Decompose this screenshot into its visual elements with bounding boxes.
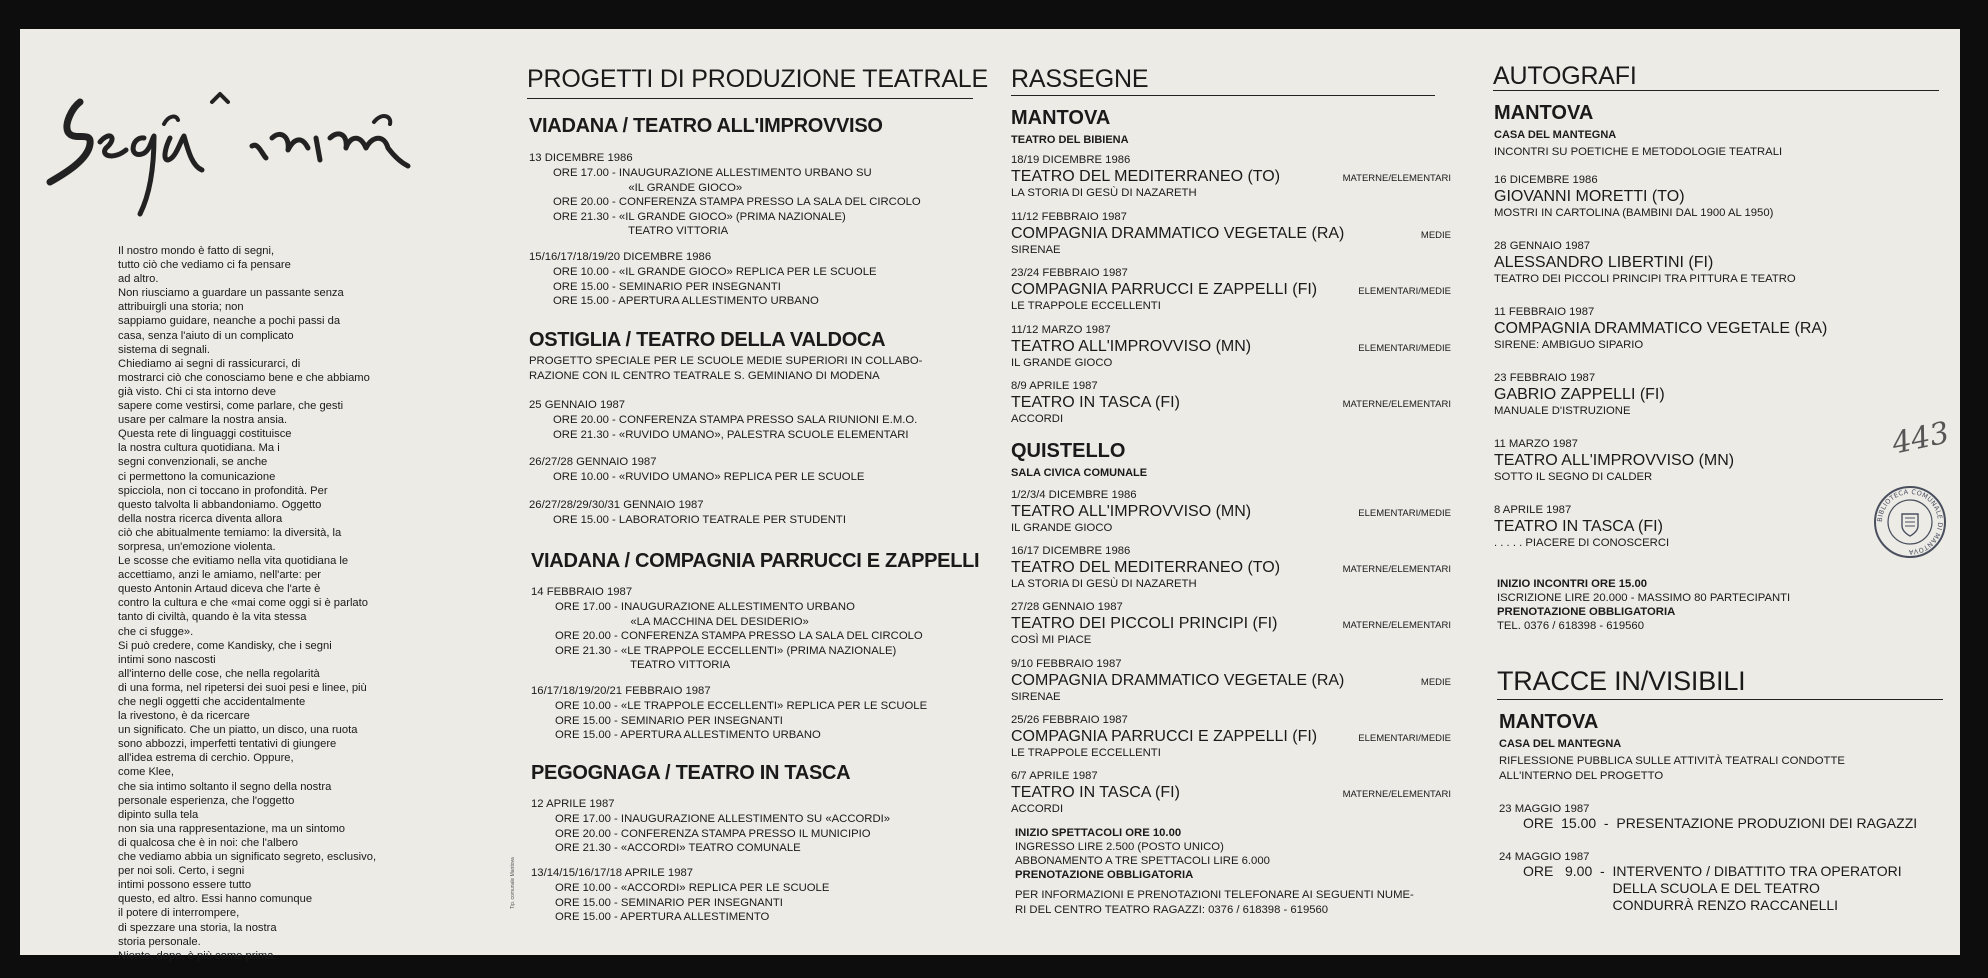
venue-name: TEATRO DEL BIBIENA <box>1011 134 1129 146</box>
meeting-date: 28 GENNAIO 1987 <box>1494 240 1591 252</box>
city-heading: MANTOVA <box>1499 711 1599 733</box>
poem-line: che sia intimo soltanto il segno della nostra <box>118 780 332 793</box>
poem-line: che negli oggetti che accidentalmente <box>118 696 306 708</box>
info-subscription: ABBONAMENTO A TRE SPETTACOLI LIRE 6.000 <box>1015 855 1270 867</box>
info-start-time: INIZIO INCONTRI ORE 15.00 <box>1497 578 1648 590</box>
show-company: COMPAGNIA DRAMMATICO VEGETALE (RA) <box>1011 224 1345 242</box>
meeting-topic: SIRENE: AMBIGUO SIPARIO <box>1494 339 1644 351</box>
show-date: 27/28 GENNAIO 1987 <box>1011 601 1123 614</box>
show-title: SIRENAE <box>1011 690 1061 703</box>
poem-line: Niente, dopo, è più come prima. <box>118 949 277 962</box>
event-schedule: ORE 10.00 - «LE TRAPPOLE ECCELLENTI» REPLICA PER LE SCUOLE ORE 15.00 - SEMINARIO PER INSEGNANTI ORE 15.00 - APERTURA ALLESTIMENTO URBANO <box>555 700 928 741</box>
venue-heading: VIADANA / COMPAGNIA PARRUCCI E ZAPPELLI <box>531 550 980 572</box>
poster-sheet <box>20 29 1960 962</box>
library-stamp <box>1872 484 1948 560</box>
meeting-date: 11 MARZO 1987 <box>1494 438 1578 450</box>
event-schedule: ORE 10.00 - «RUVIDO UMANO» REPLICA PER LE SCUOLE <box>553 471 865 483</box>
divider <box>1497 699 1943 700</box>
venue-heading: PEGOGNAGA / TEATRO IN TASCA <box>531 762 851 784</box>
show-title: COSÌ MI PIACE <box>1011 634 1092 647</box>
poem-line: che ci sfugge». <box>118 625 194 638</box>
meeting-topic: SOTTO IL SEGNO DI CALDER <box>1494 471 1653 483</box>
audience-badge: MATERNE/ELEMENTARI <box>1342 399 1451 410</box>
show-date: 11/12 FEBBRAIO 1987 <box>1011 210 1127 223</box>
project-intro: PROGETTO SPECIALE PER LE SCUOLE MEDIE SUPERIORI IN COLLABO- RAZIONE CON IL CENTRO TEATRALE S. GEMINIANO DI MODENA <box>529 355 923 382</box>
event-date: 26/27/28 GENNAIO 1987 <box>529 456 657 468</box>
audience-badge: MATERNE/ELEMENTARI <box>1342 173 1451 184</box>
show-company: COMPAGNIA DRAMMATICO VEGETALE (RA) <box>1011 671 1345 689</box>
show-date: 11/12 MARZO 1987 <box>1011 323 1111 336</box>
heading-rassegne: RASSEGNE <box>1011 65 1149 93</box>
audience-badge: ELEMENTARI/MEDIE <box>1358 286 1451 297</box>
poem-line: personale esperienza, che l'oggetto <box>118 794 295 807</box>
audience-badge: MATERNE/ELEMENTARI <box>1342 789 1451 800</box>
city-heading: MANTOVA <box>1011 107 1111 129</box>
poem-line: già visto. Chi ci sta intorno deve <box>118 385 276 398</box>
poem-line: di qualcosa che è in noi: che l'albero <box>118 836 299 849</box>
heading-autografi: AUTOGRAFI <box>1493 62 1637 90</box>
show-date: 9/10 FEBBRAIO 1987 <box>1011 657 1122 670</box>
show-title: LE TRAPPOLE ECCELLENTI <box>1011 746 1161 759</box>
show-date: 8/9 APRILE 1987 <box>1011 380 1098 392</box>
meeting-date: 23 FEBBRAIO 1987 <box>1494 372 1596 384</box>
audience-badge: MATERNE/ELEMENTARI <box>1342 564 1451 576</box>
event-date: 25 GENNAIO 1987 <box>529 399 626 411</box>
poem-line: contro la cultura e che «mai come oggi si è parlato <box>118 597 368 610</box>
show-company: TEATRO DEI PICCOLI PRINCIPI (FI) <box>1011 615 1278 633</box>
event-schedule: ORE 17.00 - INAUGURAZIONE ALLESTIMENTO SU «ACCORDI» ORE 20.00 - CONFERENZA STAMPA PRESSO IL MUNICIPIO ORE 21.30 - «ACCORDI» TEATRO COMUNALE <box>555 813 891 854</box>
poem-line: sorpresa, un'emozione violenta. <box>118 540 276 553</box>
info-booking: PRENOTAZIONE OBBLIGATORIA <box>1015 869 1194 881</box>
poem-line: tanto di civiltà, quando è la vita stessa <box>118 611 307 624</box>
poem-line: sapere come vestirsi, come parlare, che gesti <box>118 400 344 413</box>
show-company: TEATRO DEL MEDITERRANEO (TO) <box>1011 168 1281 185</box>
show-company: COMPAGNIA PARRUCCI E ZAPPELLI (FI) <box>1011 727 1318 745</box>
meeting-speaker: TEATRO IN TASCA (FI) <box>1494 518 1663 535</box>
poem-line: ci permettono la comunicazione <box>118 470 276 483</box>
poem-line: usare per calmare la nostra ansia. <box>118 414 288 427</box>
divider <box>527 98 973 99</box>
meeting-topic: TEATRO DEI PICCOLI PRINCIPI TRA PITTURA E TEATRO <box>1494 273 1796 285</box>
poem-line: intimi sono nascosti <box>118 653 216 666</box>
poem-line: sappiamo guidare, neanche a pochi passi da <box>118 315 341 328</box>
poem-line: il potere di interrompere, <box>118 907 240 920</box>
poem-line: intimi possono essere tutto <box>118 879 252 892</box>
event-schedule: ORE 10.00 - «IL GRANDE GIOCO» REPLICA PER LE SCUOLE ORE 15.00 - SEMINARIO PER INSEGNANTI ORE 15.00 - APERTURA ALLESTIMENTO URBANO <box>553 266 877 307</box>
event-date: 15/16/17/18/19/20 DICEMBRE 1986 <box>529 251 712 263</box>
poem-line: come Klee, <box>118 766 174 779</box>
event-date: 24 MAGGIO 1987 <box>1499 851 1590 863</box>
poem-line: mostrarci ciò che conosciamo bene e che abbiamo <box>118 371 370 384</box>
pencil-annotation: 443 <box>1888 415 1953 462</box>
poem-line: la nostra cultura quotidiana. Ma i <box>118 442 280 455</box>
info-booking: PRENOTAZIONE OBBLIGATORIA <box>1497 606 1676 618</box>
show-date: 1/2/3/4 DICEMBRE 1986 <box>1011 489 1137 501</box>
show-title: LA STORIA DI GESÙ DI NAZARETH <box>1011 578 1197 591</box>
info-registration: ISCRIZIONE LIRE 20.000 - MASSIMO 80 PARTECIPANTI <box>1497 592 1791 604</box>
event-date: 26/27/28/29/30/31 GENNAIO 1987 <box>529 499 704 511</box>
show-title: IL GRANDE GIOCO <box>1011 522 1113 534</box>
poem-line: sistema di segnali. <box>118 343 211 356</box>
meeting-speaker: GIOVANNI MORETTI (TO) <box>1494 188 1685 205</box>
event-date: 23 MAGGIO 1987 <box>1499 803 1590 815</box>
event-schedule: ORE 20.00 - CONFERENZA STAMPA PRESSO SALA RIUNIONI E.M.O. ORE 21.30 - «RUVIDO UMANO», PALESTRA SCUOLE ELEMENTARI <box>553 414 918 441</box>
event-schedule: ORE 17.00 - INAUGURAZIONE ALLESTIMENTO URBANO SU «IL GRANDE GIOCO» ORE 20.00 - CONFERENZA STAMPA PRESSO LA SALA DEL CIRCOLO ORE 21.30 - «IL GRANDE GIOCO» (PRIMA NAZIONALE) TEATRO VITTORIA <box>553 167 921 237</box>
poem-line: non sia una rappresentazione, ma un sintomo <box>118 822 346 835</box>
event-schedule: ORE 10.00 - «ACCORDI» REPLICA PER LE SCUOLE ORE 15.00 - SEMINARIO PER INSEGNANTI ORE 15.00 - APERTURA ALLESTIMENTO <box>555 882 830 923</box>
poem-line: questo Antonin Artaud diceva che l'arte è <box>118 583 321 596</box>
event-date: 12 APRILE 1987 <box>531 798 615 810</box>
event-schedule: ORE 15.00 - PRESENTAZIONE PRODUZIONI DEI RAGAZZI <box>1523 815 1918 831</box>
meeting-speaker: ALESSANDRO LIBERTINI (FI) <box>1494 254 1714 271</box>
poem-line: ad altro. <box>118 273 159 286</box>
info-ticket: INGRESSO LIRE 2.500 (POSTO UNICO) <box>1015 841 1224 853</box>
divider <box>1493 90 1939 91</box>
poem-line: della nostra ricerca diventa allora <box>118 512 283 525</box>
meeting-topic: MOSTRI IN CARTOLINA (BAMBINI DAL 1900 AL 1950) <box>1494 207 1774 219</box>
poem-line: storia personale. <box>118 935 201 948</box>
poem-line: all'idea estrema di cerchio. Oppure, <box>118 752 294 765</box>
poem-line: Questa rete di linguaggi costituisce <box>118 428 292 441</box>
event-schedule: ORE 17.00 - INAUGURAZIONE ALLESTIMENTO URBANO «LA MACCHINA DEL DESIDERIO» ORE 20.00 - CONFERENZA STAMPA PRESSO LA SALA DEL CIRCOLO ORE 21.30 - «LE TRAPPOLE ECCELLENTI» (PRIMA NAZIONALE) TEATRO VITTORIA <box>555 601 923 671</box>
audience-badge: MATERNE/ELEMENTARI <box>1342 620 1451 632</box>
poem-line: ciò che abitualmente temiamo: la diversità, la <box>118 526 342 539</box>
autografi-intro: INCONTRI SU POETICHE E METODOLOGIE TEATRALI <box>1494 146 1783 158</box>
show-title: IL GRANDE GIOCO <box>1011 356 1113 369</box>
info-start-time: INIZIO SPETTACOLI ORE 10.00 <box>1015 827 1182 839</box>
show-title: LA STORIA DI GESÙ DI NAZARETH <box>1011 187 1197 199</box>
poem-line: Il nostro mondo è fatto di segni, <box>118 245 275 257</box>
meeting-speaker: COMPAGNIA DRAMMATICO VEGETALE (RA) <box>1494 320 1828 337</box>
meeting-date: 8 APRILE 1987 <box>1494 504 1572 516</box>
poem-line: dipinto sulla tela <box>118 808 199 821</box>
show-company: TEATRO ALL'IMPROVVISO (MN) <box>1011 337 1252 355</box>
show-title: SIRENAE <box>1011 243 1061 256</box>
show-company: TEATRO IN TASCA (FI) <box>1011 784 1180 801</box>
show-company: TEATRO DEL MEDITERRANEO (TO) <box>1011 559 1281 577</box>
poem-line: che vediamo abbia un significato segreto, esclusivo, <box>118 851 377 864</box>
svg-text:BIBLIOTECA COMUNALE DI MANTOVA: BIBLIOTECA COMUNALE DI MANTOVA <box>1875 487 1945 557</box>
poem-line: un significato. Che un piatto, un disco, una ruota <box>118 724 358 737</box>
show-date: 23/24 FEBBRAIO 1987 <box>1011 267 1128 279</box>
poem-line: di spezzare una storia, la nostra <box>118 921 277 934</box>
event-date: 16/17/18/19/20/21 FEBBRAIO 1987 <box>531 685 711 697</box>
meeting-topic: MANUALE D'ISTRUZIONE <box>1494 405 1631 417</box>
venue-name: CASA DEL MANTEGNA <box>1499 738 1622 750</box>
poem-line: la rivestono, è da ricercare <box>118 710 250 723</box>
poem-line: Non riusciamo a guardare un passante senza <box>118 287 344 300</box>
show-company: TEATRO IN TASCA (FI) <box>1011 394 1180 411</box>
venue-name: CASA DEL MANTEGNA <box>1494 129 1617 141</box>
meeting-topic: . . . . . PIACERE DI CONOSCERCI <box>1494 537 1670 549</box>
audience-badge: ELEMENTARI/MEDIE <box>1358 508 1451 519</box>
show-company: COMPAGNIA PARRUCCI E ZAPPELLI (FI) <box>1011 281 1318 298</box>
poem-line: all'interno delle cose, che nella regolarità <box>118 667 320 680</box>
divider <box>1011 95 1435 96</box>
event-date: 13/14/15/16/17/18 APRILE 1987 <box>531 867 694 879</box>
meeting-speaker: GABRIO ZAPPELLI (FI) <box>1494 386 1665 403</box>
audience-badge: MEDIE <box>1420 676 1451 688</box>
poem-line: sono abbozzi, imperfetti tentativi di giungere <box>118 738 337 751</box>
poem-line: Si può credere, come Kandisky, che i segni <box>118 639 332 652</box>
venue-heading: OSTIGLIA / TEATRO DELLA VALDOCA <box>529 329 886 351</box>
audience-badge: MEDIE <box>1420 229 1451 241</box>
poem-line: accettiamo, anzi le amiamo, nell'arte: per <box>118 569 321 582</box>
show-title: ACCORDI <box>1011 803 1064 815</box>
meeting-date: 16 DICEMBRE 1986 <box>1494 174 1598 186</box>
show-date: 18/19 DICEMBRE 1986 <box>1011 154 1131 166</box>
poem-line: spicciola, non ci toccano in profondità. Per <box>118 484 328 497</box>
poem-line: per noi soli. Certo, i segni <box>118 865 245 878</box>
poem-line: attribuirgli una storia; non <box>118 301 244 314</box>
venue-name: SALA CIVICA COMUNALE <box>1011 467 1148 479</box>
show-date: 25/26 FEBBRAIO 1987 <box>1011 713 1128 726</box>
show-date: 6/7 APRILE 1987 <box>1011 770 1098 782</box>
poem-line: Chiediamo ai segni di rassicurarci, di <box>118 357 301 370</box>
poem-line: di una forma, nel ripetersi dei suoi pesi e linee, più <box>118 681 367 694</box>
meeting-date: 11 FEBBRAIO 1987 <box>1494 306 1595 318</box>
show-date: 16/17 DICEMBRE 1986 <box>1011 545 1131 558</box>
tracce-intro: RIFLESSIONE PUBBLICA SULLE ATTIVITÀ TEATRALI CONDOTTE ALL'INTERNO DEL PROGETTO <box>1499 755 1845 782</box>
venue-heading: VIADANA / TEATRO ALL'IMPROVVISO <box>529 115 883 137</box>
event-date: 13 DICEMBRE 1986 <box>529 152 633 164</box>
info-phone: TEL. 0376 / 618398 - 619560 <box>1497 620 1644 632</box>
show-title: LE TRAPPOLE ECCELLENTI <box>1011 300 1161 312</box>
heading-progetti: PROGETTI DI PRODUZIONE TEATRALE <box>527 65 988 93</box>
show-company: TEATRO ALL'IMPROVVISO (MN) <box>1011 503 1252 520</box>
audience-badge: ELEMENTARI/MEDIE <box>1358 342 1451 354</box>
poem-line: casa, senza l'aiuto di un complicato <box>118 329 294 342</box>
city-heading: MANTOVA <box>1494 102 1594 124</box>
meeting-speaker: TEATRO ALL'IMPROVVISO (MN) <box>1494 452 1735 469</box>
poem-line: questo, ed altro. Essi hanno comunque <box>118 893 313 906</box>
signature-segni-intimi <box>44 64 524 234</box>
printer-credit: Tip. comunale Mantova <box>510 857 516 909</box>
city-heading: QUISTELLO <box>1011 440 1126 462</box>
poem-line: segni convenzionali, se anche <box>118 456 268 469</box>
audience-badge: ELEMENTARI/MEDIE <box>1358 732 1451 744</box>
event-schedule: ORE 15.00 - LABORATORIO TEATRALE PER STUDENTI <box>553 514 846 526</box>
poem-line: questo talvolta li abbandoniamo. Oggetto <box>118 498 322 511</box>
info-phone: PER INFORMAZIONI E PRENOTAZIONI TELEFONARE AI SEGUENTI NUME- RI DEL CENTRO TEATRO RAGAZZI: 0376 / 618398 - 619560 <box>1015 889 1414 916</box>
poem-line: tutto ciò che vediamo ci fa pensare <box>118 259 291 272</box>
heading-tracce: TRACCE IN/VISIBILI <box>1497 666 1746 696</box>
poem-text <box>118 244 443 963</box>
show-title: ACCORDI <box>1011 413 1064 425</box>
event-schedule: ORE 9.00 - INTERVENTO / DIBATTITO TRA OPERATORI DELLA SCUOLA E DEL TEATRO CONDURRÀ RENZO RACCANELLI <box>1523 863 1902 913</box>
event-date: 14 FEBBRAIO 1987 <box>531 586 633 598</box>
poem-line: Le scosse che evitiamo nella vita quotidiana le <box>118 555 349 568</box>
